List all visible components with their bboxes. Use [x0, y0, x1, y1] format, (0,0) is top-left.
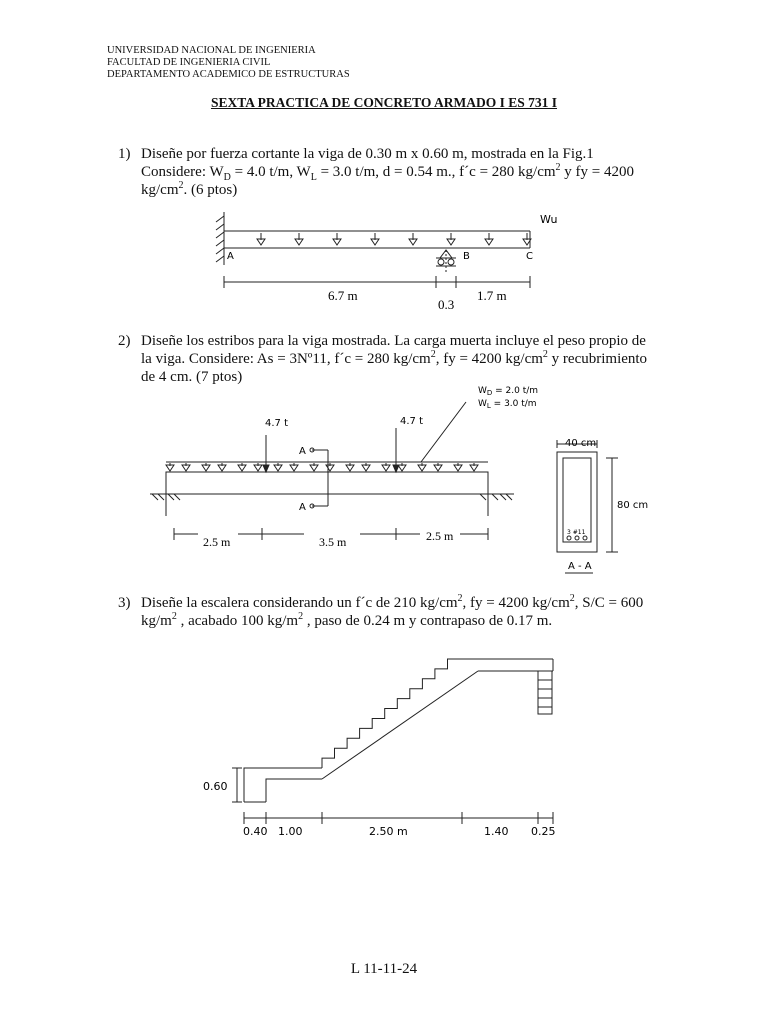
university-name: UNIVERSIDAD NACIONAL DE INGENIERIA: [107, 45, 316, 56]
dim-span-2: 1.7 m: [477, 288, 507, 303]
question-number: 2): [118, 333, 131, 349]
stair-dim-2: 1.00: [278, 825, 303, 838]
section-height: 80 cm: [617, 500, 649, 511]
q2-line-3: de 4 cm. (7 ptos): [141, 369, 243, 385]
wd-label: $W_D = 2.0$ t/m: [478, 386, 539, 397]
point-load-1: 4.7 t: [265, 418, 289, 429]
page-title: SEXTA PRACTICA DE CONCRETO ARMADO I ES 731 I: [210, 95, 558, 110]
dim-2-2: 3.5 m: [319, 535, 347, 549]
section-mark-top: A: [299, 446, 306, 457]
faculty-name: FACULTAD DE INGENIERIA CIVIL: [107, 57, 271, 68]
section-width: 40 cm: [565, 438, 597, 449]
q1-line-2: Considere: $W_D = 4.0$ t/m, $W_L = 3.0$ t/m, d = 0.54 m., f´c = 280 $kg/cm^2$ y fy = 4200: [141, 162, 634, 183]
question-number: 1): [118, 146, 131, 162]
dim-2-3: 2.5 m: [426, 529, 454, 543]
stair-dim-4: 1.40: [484, 825, 509, 838]
q3-line-2: $kg/m^2$ , acabado 100 $kg/m^2$ , paso de 0.24 m y contrapaso de 0.17 m.: [141, 611, 553, 629]
wl-label: $W_L = 3.0$ t/m: [478, 399, 537, 410]
dim-span-1: 6.7 m: [328, 288, 358, 303]
q3-line-1: Diseñe la escalera considerando un f´c de 210 $kg/cm^2$, fy = 4200 $kg/cm^2$, S/C = 600: [141, 593, 644, 611]
q2-line-1: Diseñe los estribos para la viga mostrada. La carga muerta incluye el peso propio de: [141, 333, 646, 349]
point-a-label: A: [227, 251, 234, 262]
question-number: 3): [118, 595, 131, 611]
point-load-2: 4.7 t: [400, 416, 424, 427]
stair-dim-5: 0.25: [531, 825, 556, 838]
dim-2-1: 2.5 m: [203, 535, 231, 549]
department-name: DEPARTAMENTO ACADEMICO DE ESTRUCTURAS: [107, 69, 350, 80]
section-mark-bottom: A: [299, 502, 306, 513]
section-label: A - A: [568, 561, 592, 572]
load-label-wu: Wu: [540, 213, 558, 226]
q2-line-2: la viga. Considere: As = 3Nº11, f´c = 280 $kg/cm^2$, fy = 4200 $kg/cm^2$ y recubrimiento: [141, 349, 648, 367]
point-b-label: B: [463, 251, 470, 262]
q1-line-3: $kg/cm^2$. (6 ptos): [141, 180, 238, 198]
section-bars: 3 #11: [567, 529, 586, 536]
stair-height: 0.60: [203, 780, 228, 793]
point-c-label: C: [526, 251, 533, 262]
q1-line-1: Diseñe por fuerza cortante la viga de 0.30 m x 0.60 m, mostrada en la Fig.1: [141, 146, 594, 162]
stair-dim-3: 2.50 m: [369, 825, 408, 838]
page-footer: L 11-11-24: [350, 961, 418, 977]
dim-support-width: 0.3: [438, 297, 455, 312]
stair-dim-1: 0.40: [243, 825, 268, 838]
